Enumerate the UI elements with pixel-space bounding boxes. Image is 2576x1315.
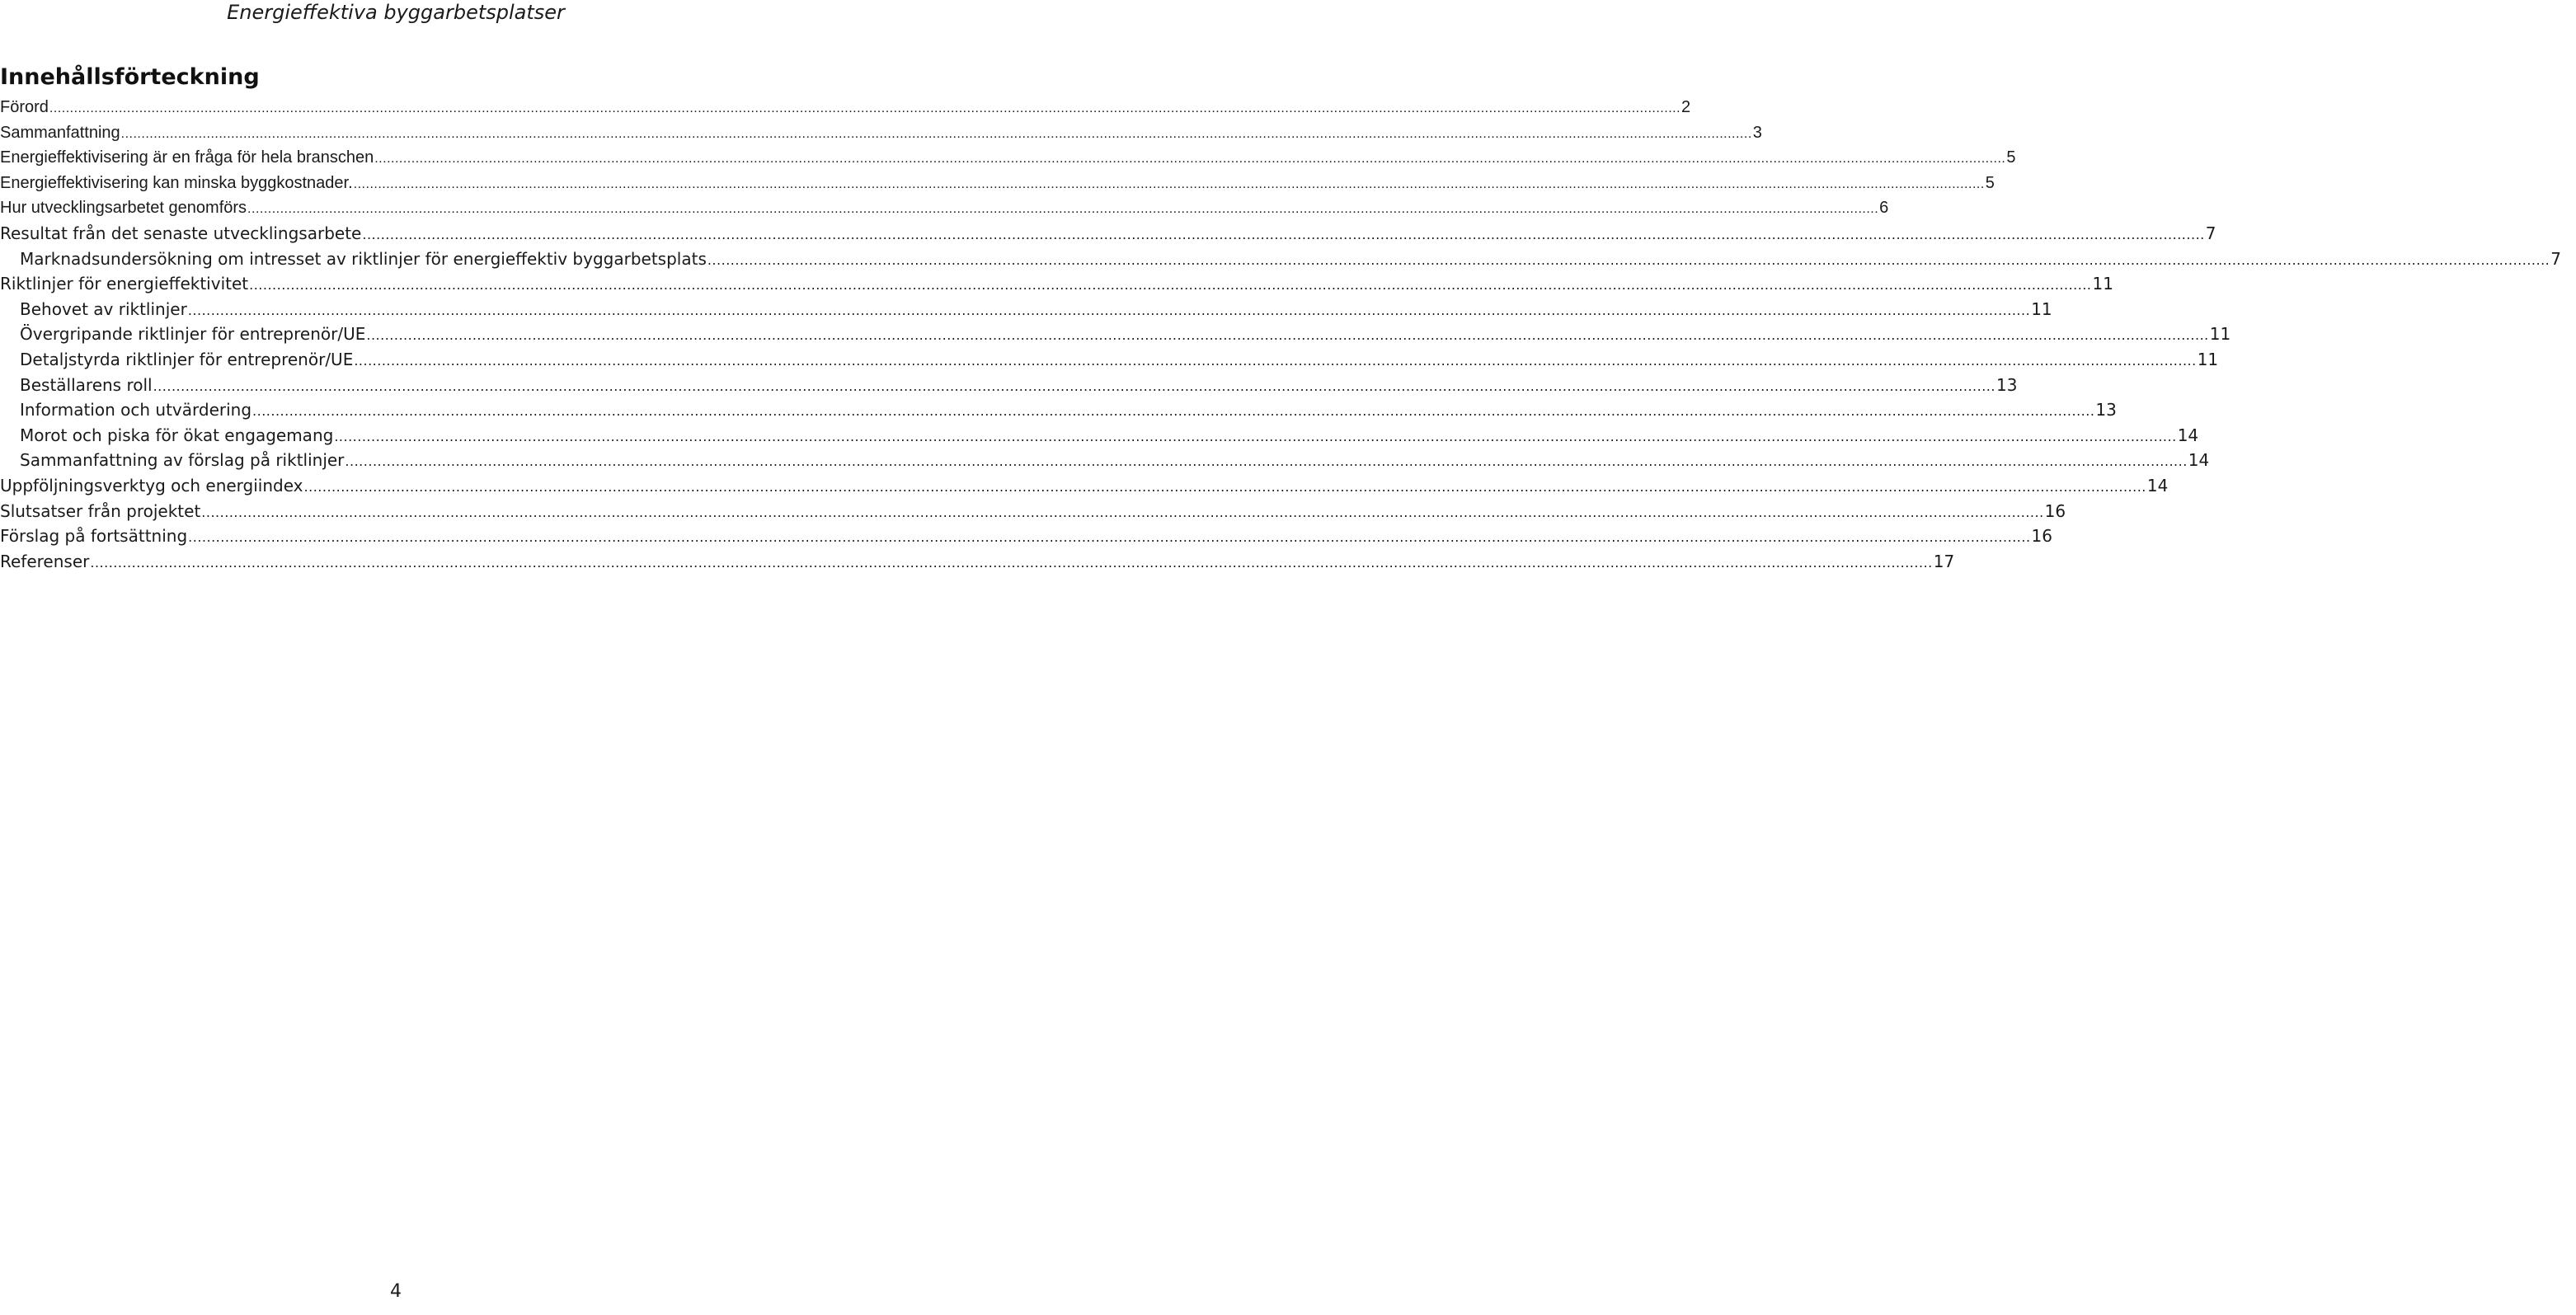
toc-dot-leader: ................................................................................................................................................................................................................................................................................................................................................................................................................ [353, 176, 1985, 191]
toc-entry[interactable] [0, 448, 2210, 473]
toc-entry-title: Marknadsundersökning om intresset av riktlinjer för energieffektiv byggarbetsplats [20, 248, 707, 269]
toc-entry-page: 11 [2092, 274, 2113, 294]
toc-dot-leader: ................................................................................................................................................................................................................................................................................................................................................................................................................ [90, 554, 1933, 571]
toc-dot-leader: ................................................................................................................................................................................................................................................................................................................................................................................................................ [49, 101, 1681, 115]
toc-dot-leader: ................................................................................................................................................................................................................................................................................................................................................................................................................ [188, 529, 2031, 546]
toc-entry-title: Hur utvecklingsarbetet genomförs [0, 199, 247, 218]
toc-entry[interactable] [0, 499, 2066, 524]
toc-entry[interactable] [0, 297, 2052, 322]
toc-entry[interactable] [0, 549, 1955, 575]
toc-entry[interactable] [0, 322, 2231, 347]
toc-dot-leader: ................................................................................................................................................................................................................................................................................................................................................................................................................ [201, 504, 2044, 520]
toc-entry-title: Energieffektivisering kan minska byggkostnader. [0, 173, 353, 192]
toc-entry-title: Sammanfattning av förslag på riktlinjer [20, 450, 345, 471]
toc-dot-leader: ................................................................................................................................................................................................................................................................................................................................................................................................................ [362, 226, 2205, 242]
toc-entry-title: Morot och piska för ökat engagemang [20, 425, 334, 445]
toc-dot-leader: ................................................................................................................................................................................................................................................................................................................................................................................................................ [153, 378, 1995, 394]
toc-entry[interactable] [0, 397, 2117, 423]
running-header: Energieffektiva byggarbetsplatser [227, 1, 565, 24]
toc-entry-title: Förord [0, 98, 49, 116]
toc-entry[interactable] [0, 247, 2561, 272]
toc-entry[interactable] [0, 171, 1995, 196]
toc-entry-page: 17 [1933, 551, 1955, 571]
toc-dot-leader: ................................................................................................................................................................................................................................................................................................................................................................................................................ [374, 152, 2006, 167]
toc-entry-title: Behovet av riktlinjer [20, 298, 187, 319]
toc-entry[interactable] [0, 373, 2018, 398]
toc-entry-title: Övergripande riktlinjer för entreprenör/UE [20, 324, 366, 345]
toc-entry[interactable] [0, 473, 2169, 499]
toc-entry-title: Slutsatser från projektet [0, 500, 201, 521]
toc-entry-title: Detaljstyrda riktlinjer för entreprenör/UE [20, 349, 354, 369]
toc-dot-leader: ................................................................................................................................................................................................................................................................................................................................................................................................................ [707, 251, 2550, 268]
toc-entry-page: 7 [2205, 223, 2216, 243]
toc-entry-page: 3 [1752, 123, 1762, 142]
toc-dot-leader: ................................................................................................................................................................................................................................................................................................................................................................................................................ [187, 302, 2031, 318]
toc-dot-leader: ................................................................................................................................................................................................................................................................................................................................................................................................................ [249, 277, 2092, 294]
toc-entry[interactable] [0, 423, 2199, 449]
toc-entry[interactable] [0, 524, 2052, 549]
toc-entry[interactable] [0, 145, 2016, 171]
toc-entry[interactable] [0, 195, 1889, 221]
toc-entry-page: 16 [2031, 526, 2052, 547]
toc-entry-page: 11 [2209, 324, 2231, 345]
toc-entry[interactable] [0, 221, 2216, 247]
toc-entry-page: 14 [2146, 475, 2169, 495]
page-number: 4 [390, 1281, 402, 1302]
toc-dot-leader: ................................................................................................................................................................................................................................................................................................................................................................................................................ [120, 126, 1752, 141]
table-of-contents [0, 95, 2561, 574]
toc-entry-title: Sammanfattning [0, 123, 120, 142]
toc-dot-leader: ................................................................................................................................................................................................................................................................................................................................................................................................................ [354, 352, 2197, 369]
toc-entry-page: 2 [1681, 98, 1691, 116]
toc-dot-leader: ................................................................................................................................................................................................................................................................................................................................................................................................................ [345, 453, 2188, 470]
toc-entry-title: Information och utvärdering [20, 400, 252, 420]
toc-dot-leader: ................................................................................................................................................................................................................................................................................................................................................................................................................ [252, 403, 2095, 420]
toc-entry[interactable] [0, 271, 2113, 297]
toc-dot-leader: ................................................................................................................................................................................................................................................................................................................................................................................................................ [366, 327, 2209, 344]
toc-entry-title: Energieffektivisering är en fråga för hela branschen [0, 148, 374, 167]
toc-entry[interactable] [0, 120, 1762, 146]
toc-entry-page: 5 [2006, 148, 2016, 167]
toc-entry-title: Riktlinjer för energieffektivitet [0, 274, 249, 294]
toc-entry-title: Resultat från det senaste utvecklingsarbete [0, 223, 362, 243]
toc-entry-title: Beställarens roll [20, 374, 153, 395]
toc-entry-page: 11 [2197, 349, 2219, 369]
toc-entry-title: Referenser [0, 551, 90, 571]
toc-entry-title: Förslag på fortsättning [0, 526, 188, 547]
toc-dot-leader: ................................................................................................................................................................................................................................................................................................................................................................................................................ [303, 478, 2146, 495]
toc-entry-page: 11 [2031, 298, 2052, 319]
toc-dot-leader: ................................................................................................................................................................................................................................................................................................................................................................................................................ [334, 428, 2177, 444]
toc-entry-page: 16 [2044, 500, 2066, 521]
toc-entry[interactable] [0, 95, 1691, 120]
toc-entry-page: 13 [2095, 400, 2117, 420]
toc-dot-leader: ................................................................................................................................................................................................................................................................................................................................................................................................................ [247, 202, 1879, 217]
toc-heading: Innehållsförteckning [0, 64, 260, 90]
toc-entry-page: 6 [1879, 199, 1889, 218]
toc-entry-page: 13 [1995, 374, 2018, 395]
toc-entry-page: 5 [1985, 173, 1995, 192]
toc-entry-page: 14 [2177, 425, 2199, 445]
toc-entry[interactable] [0, 347, 2219, 373]
toc-entry-page: 7 [2550, 248, 2561, 269]
toc-entry-title: Uppföljningsverktyg och energiindex [0, 475, 303, 495]
toc-entry-page: 14 [2188, 450, 2210, 471]
